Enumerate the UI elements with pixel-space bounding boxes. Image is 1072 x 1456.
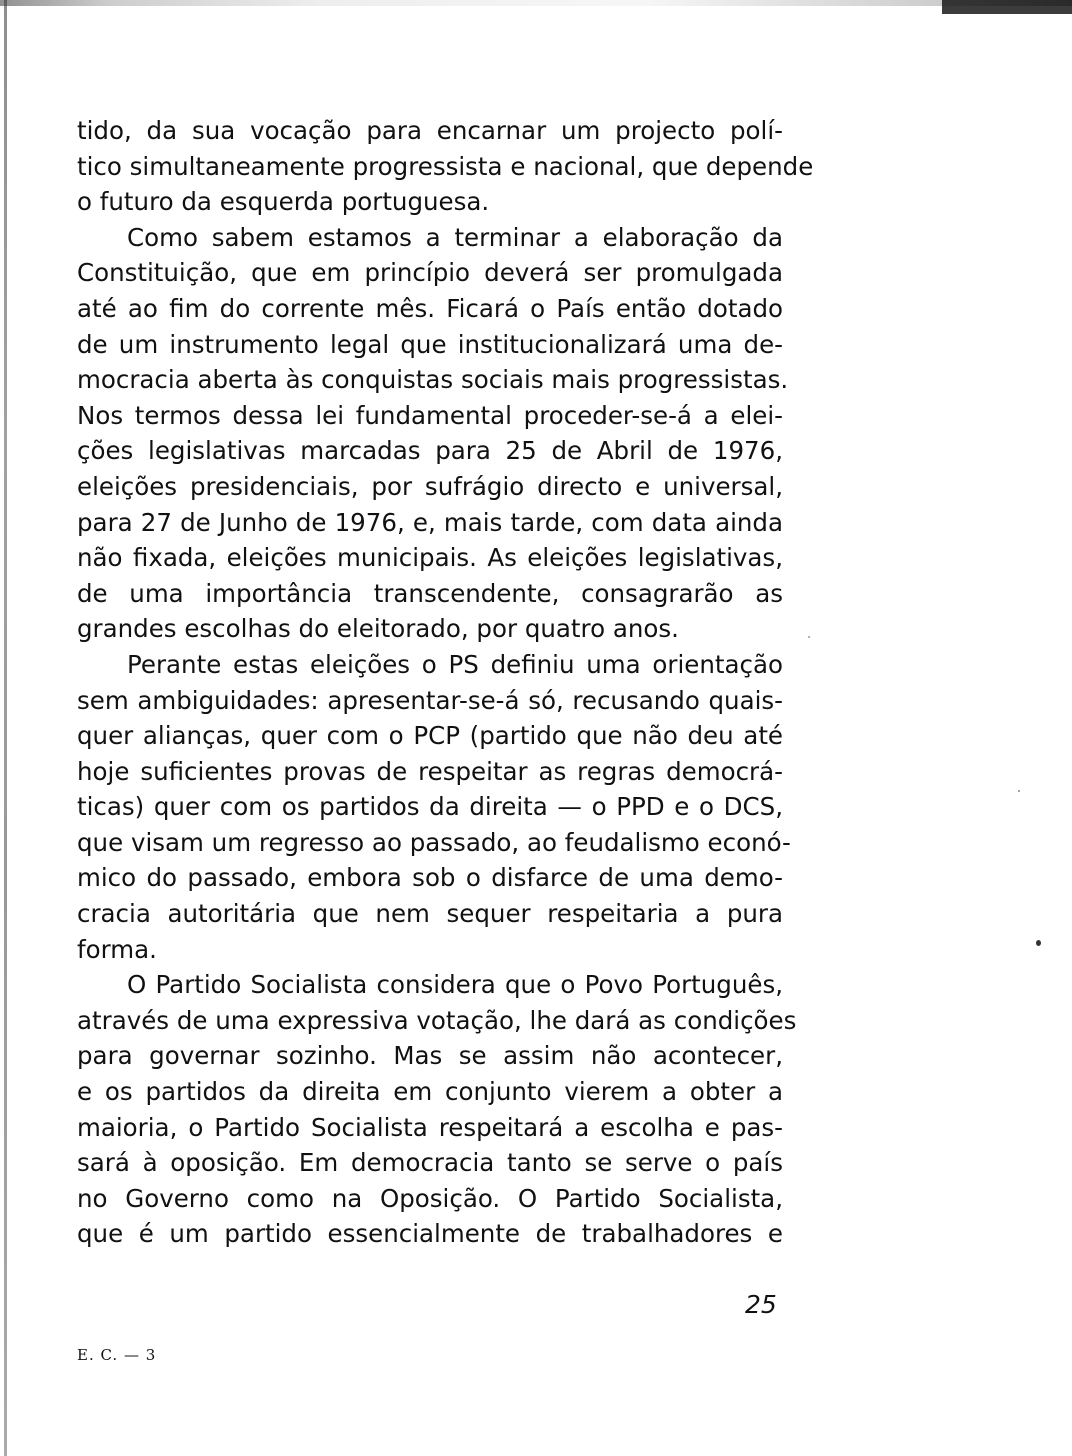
text-line: ções legislativas marcadas para 25 de Abril de 1976, <box>77 436 783 466</box>
text-line: para 27 de Junho de 1976, e, mais tarde, com data ainda <box>77 507 783 537</box>
paragraph <box>77 220 789 647</box>
text-line: de uma importância transcendente, consagrarão as <box>77 578 783 608</box>
text-line: quer alianças, quer com o PCP (partido que não deu até <box>77 721 783 751</box>
page-number: 25 <box>745 1290 777 1319</box>
text-line: Constituição, que em princípio deverá ser promulgada <box>77 258 783 288</box>
text-line: sem ambiguidades: apresentar-se-á só, recusando quais- <box>77 685 783 715</box>
text-line: através de uma expressiva votação, lhe dará as condições <box>77 1005 797 1035</box>
text-line: e os partidos da direita em conjunto vierem a obter a <box>77 1077 783 1107</box>
text-line: tico simultaneamente progressista e nacional, que depende <box>77 151 814 181</box>
text-line: no Governo como na Oposição. O Partido Socialista, <box>77 1183 783 1213</box>
text-line: grandes escolhas do eleitorado, por quatro anos. <box>77 614 679 644</box>
paragraph <box>77 647 791 967</box>
paragraph <box>77 113 814 220</box>
text-line: Como sabem estamos a terminar a elaboração da <box>127 222 783 252</box>
text-line: o futuro da esquerda portuguesa. <box>77 187 490 217</box>
text-line: O Partido Socialista considera que o Povo Português, <box>127 970 783 1000</box>
paragraph <box>77 967 797 1252</box>
text-line: tido, da sua vocação para encarnar um projecto polí- <box>77 116 783 145</box>
scan-speck <box>808 636 810 638</box>
signature-mark: E. C. — 3 <box>77 1346 157 1364</box>
scan-top-edge <box>0 0 1072 6</box>
text-line: para governar sozinho. Mas se assim não acontecer, <box>77 1041 783 1071</box>
text-line: sará à oposição. Em democracia tanto se serve o país <box>77 1148 783 1178</box>
text-line: Nos termos dessa lei fundamental proceder-se-á a elei- <box>77 400 783 430</box>
text-line: hoje suficientes provas de respeitar as regras democrá- <box>77 756 783 786</box>
text-line: ticas) quer com os partidos da direita — o PPD e o DCS, <box>77 792 783 822</box>
text-line: até ao fim do corrente mês. Ficará o País então dotado <box>77 293 783 323</box>
text-line: de um instrumento legal que institucionalizará uma de- <box>77 329 783 359</box>
text-line: forma. <box>77 934 157 964</box>
text-line: Perante estas eleições o PS definiu uma orientação <box>127 649 783 679</box>
text-line: não fixada, eleições municipais. As eleições legislativas, <box>77 543 783 573</box>
text-line: mocracia aberta às conquistas sociais mais progressistas. <box>77 365 789 395</box>
scan-speck <box>1036 940 1041 946</box>
text-line: cracia autoritária que nem sequer respeitaria a pura <box>77 899 783 929</box>
text-line: que é um partido essencialmente de trabalhadores e <box>77 1219 783 1249</box>
text-line: eleições presidenciais, por sufrágio directo e universal, <box>77 471 783 501</box>
scan-left-edge <box>4 0 7 1456</box>
body-text <box>77 113 814 1252</box>
scan-corner-shadow <box>942 0 1072 14</box>
text-line: maioria, o Partido Socialista respeitará a escolha e pas- <box>77 1112 783 1142</box>
scan-speck <box>1018 790 1020 792</box>
text-line: que visam um regresso ao passado, ao feudalismo econó- <box>77 827 791 857</box>
text-line: mico do passado, embora sob o disfarce de uma demo- <box>77 863 783 893</box>
